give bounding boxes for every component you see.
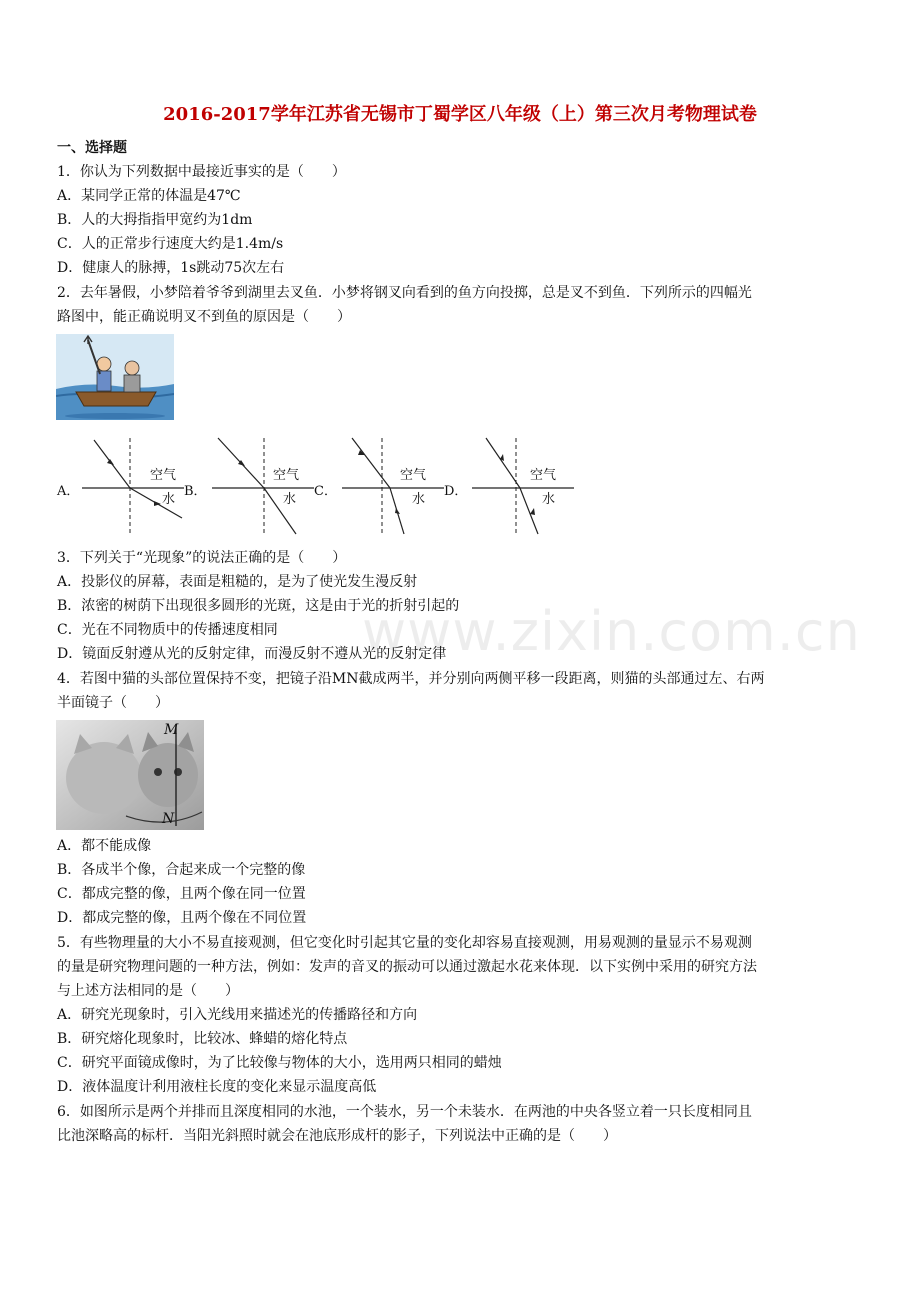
cat-mirror-photo xyxy=(56,720,204,830)
question-1-option-a: A．某同学正常的体温是47℃ xyxy=(57,188,241,204)
question-2-diagram-a xyxy=(78,432,188,540)
question-2-option-a-label: A． xyxy=(57,484,80,499)
question-2-diagram-d-water-label: 水 xyxy=(542,492,556,507)
question-2-diagram-a-water-label: 水 xyxy=(162,492,176,507)
question-2-stem-line2: 路图中，能正确说明叉不到鱼的原因是（ ） xyxy=(57,309,351,325)
question-4-option-a: A．都不能成像 xyxy=(57,838,152,854)
question-4-option-c: C．都成完整的像，且两个像在同一位置 xyxy=(57,886,306,902)
question-2-stem-line1: 2．去年暑假，小梦陪着爷爷到湖里去叉鱼．小梦将钢叉向看到的鱼方向投掷，总是叉不到鱼．下列所示的四幅光 xyxy=(57,285,752,301)
question-5-option-a: A．研究光现象时，引入光线用来描述光的传播路径和方向 xyxy=(57,1007,418,1023)
question-1-option-d: D．健康人的脉搏，1s跳动75次左右 xyxy=(57,260,285,276)
question-4-stem-line1: 4．若图中猫的头部位置保持不变，把镜子沿MN截成两半，并分别向两侧平移一段距离，则猫的头部通过左、右两 xyxy=(57,671,765,687)
question-1-option-c: C．人的正常步行速度大约是1.4m/s xyxy=(57,236,284,252)
question-3-stem: 3．下列关于“光现象”的说法正确的是（ ） xyxy=(57,550,347,566)
question-2-diagram-d-air-label: 空气 xyxy=(530,468,557,483)
mirror-label-m: M xyxy=(164,722,179,738)
page-title: 2016-2017学年江苏省无锡市丁蜀学区八年级（上）第三次月考物理试卷 xyxy=(163,104,757,125)
question-3-option-d: D．镜面反射遵从光的反射定律，而漫反射不遵从光的反射定律 xyxy=(57,646,447,662)
question-2-diagram-d xyxy=(468,432,578,540)
question-1-option-b: B．人的大拇指指甲宽约为1dm xyxy=(57,212,253,228)
question-2-diagram-b xyxy=(208,432,318,540)
fishing-boat-illustration xyxy=(56,334,174,420)
question-4-option-b: B．各成半个像，合起来成一个完整的像 xyxy=(57,862,306,878)
question-3-option-b: B．浓密的树荫下出现很多圆形的光斑，这是由于光的折射引起的 xyxy=(57,598,460,614)
question-5-option-b: B．研究熔化现象时，比较冰、蜂蜡的熔化特点 xyxy=(57,1031,348,1047)
mirror-label-n: N xyxy=(162,811,175,827)
question-4-stem-line2: 半面镜子（ ） xyxy=(57,695,169,711)
question-1-stem: 1．你认为下列数据中最接近事实的是（ ） xyxy=(57,164,346,180)
question-2-diagram-c-water-label: 水 xyxy=(412,492,426,507)
question-2-diagram-c-air-label: 空气 xyxy=(400,468,427,483)
question-5-option-c: C．研究平面镜成像时，为了比较像与物体的大小，选用两只相同的蜡烛 xyxy=(57,1055,502,1071)
section-heading: 一、选择题 xyxy=(57,140,127,156)
question-2-diagram-c xyxy=(338,432,448,540)
question-3-option-a: A．投影仪的屏幕，表面是粗糙的，是为了使光发生漫反射 xyxy=(57,574,418,590)
question-5-stem-line3: 与上述方法相同的是（ ） xyxy=(57,983,239,999)
question-5-stem-line1: 5．有些物理量的大小不易直接观测，但它变化时引起其它量的变化却容易直接观测，用易观测的量显示不易观测 xyxy=(57,935,752,951)
question-2-diagram-b-air-label: 空气 xyxy=(273,468,300,483)
question-2-diagram-a-air-label: 空气 xyxy=(150,468,177,483)
question-2-option-d-label: D． xyxy=(444,484,468,499)
question-2-option-b-label: B． xyxy=(184,484,207,499)
question-6-stem-line2: 比池深略高的标杆．当阳光斜照时就会在池底形成杆的影子，下列说法中正确的是（ ） xyxy=(57,1128,617,1144)
question-4-option-d: D．都成完整的像，且两个像在不同位置 xyxy=(57,910,307,926)
question-5-stem-line2: 的量是研究物理问题的一种方法，例如：发声的音叉的振动可以通过激起水花来体现．以下实例中采用的研究方法 xyxy=(57,959,757,975)
question-5-option-d: D．液体温度计利用液柱长度的变化来显示温度高低 xyxy=(57,1079,377,1095)
watermark: www.zixin.com.cn xyxy=(362,600,861,663)
question-3-option-c: C．光在不同物质中的传播速度相同 xyxy=(57,622,278,638)
question-2-diagram-b-water-label: 水 xyxy=(283,492,297,507)
question-6-stem-line1: 6．如图所示是两个并排而且深度相同的水池，一个装水，另一个未装水．在两池的中央各竖立着一只长度相同且 xyxy=(57,1104,752,1120)
question-2-option-c-label: C． xyxy=(314,484,337,499)
